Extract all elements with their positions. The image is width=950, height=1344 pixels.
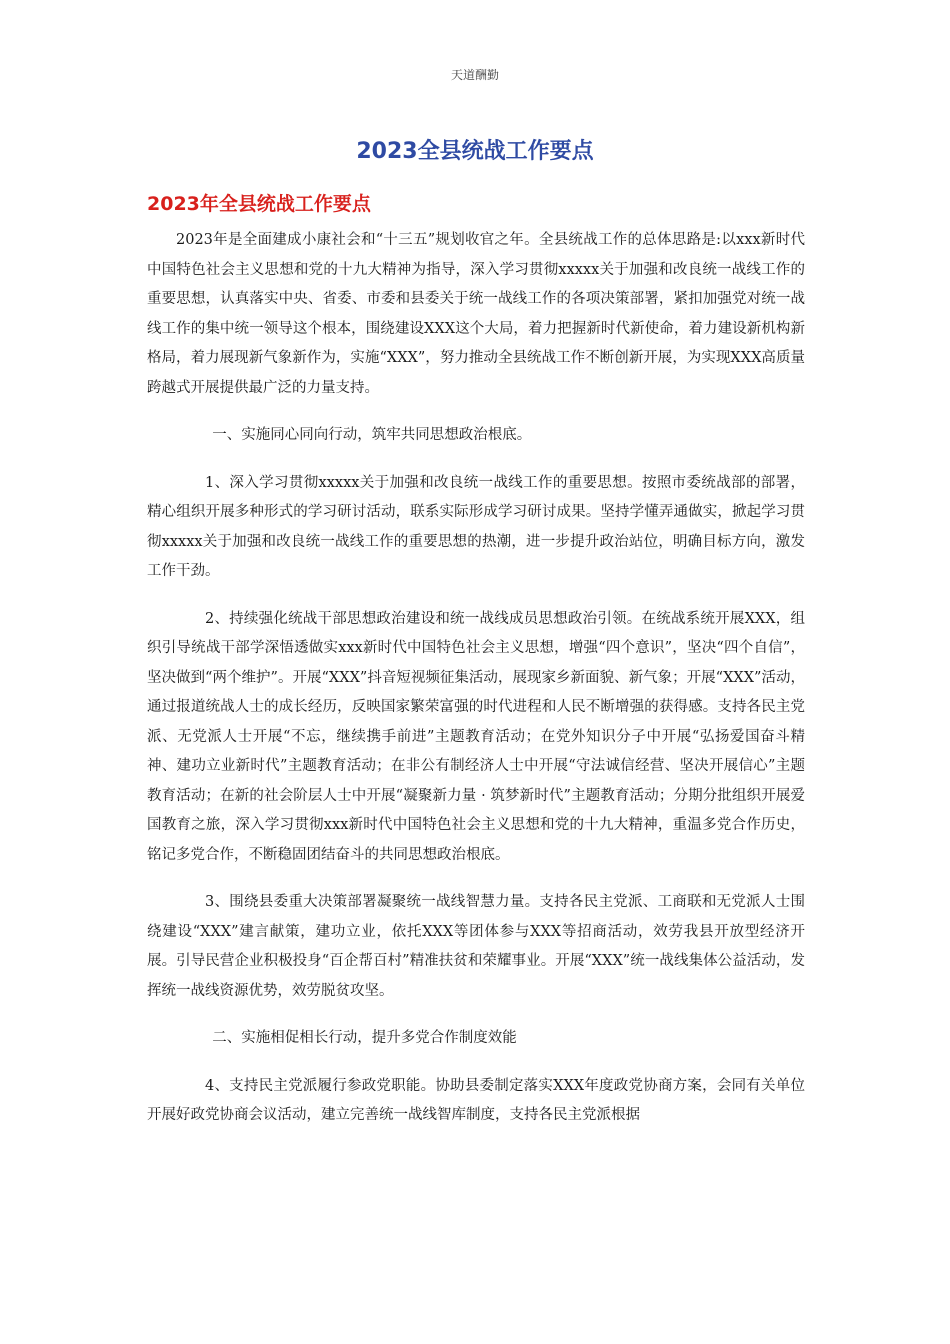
paragraph-item-1: 1、深入学习贯彻xxxxx关于加强和改良统一战线工作的重要思想。按照市委统战部的部署，精心组织开展多种形式的学习研讨活动，联系实际形成学习研讨成果。坚持学懂弄通做实，掀起学习贯彻xxxxx关于加强和改良统一战线工作的重要思想的热潮，进一步提升政治站位，明确目标方向，激发工作干劲。 (147, 474, 805, 579)
paragraph-intro: 2023年是全面建成小康社会和“十三五”规划收官之年。全县统战工作的总体思路是:以xxx新时代中国特色社会主义思想和党的十九大精神为指导，深入学习贯彻xxxxx关于加强和改良统一战线工作的重要思想，认真落实中央、省委、市委和县委关于统一战线工作的各项决策部署，紧扣加强党对统一战线工作的集中统一领导这个根本，围绕建设XXX这个大局，着力把握新时代新使命，着力建设新机构新格局，着力展现新气象新作为，实施“XXX”，努力推动全县统战工作不断创新开展，为实现XXX高质量跨越式开展提供最广泛的力量支持。 (147, 232, 805, 396)
document-title: 2023全县统战工作要点 (356, 139, 594, 164)
document-subtitle: 2023年全县统战工作要点 (147, 193, 371, 215)
paragraph-item-3: 3、围绕县委重大决策部署凝聚统一战线智慧力量。支持各民主党派、工商联和无党派人士围绕建设“XXX”建言献策，建功立业，依托XXX等团体参与XXX等招商活动，效劳我县开放型经济开展。引导民营企业积极投身“百企帮百村”精准扶贫和荣耀事业。开展“XXX”统一战线集体公益活动，发挥统一战线资源优势，效劳脱贫攻坚。 (147, 894, 805, 999)
paragraph-item-2: 2、持续强化统战干部思想政治建设和统一战线成员思想政治引领。在统战系统开展XXX，组织引导统战干部学深悟透做实xxx新时代中国特色社会主义思想，增强“四个意识”，坚决“四个自信”，坚决做到“两个维护”。开展“XXX”抖音短视频征集活动，展现家乡新面貌、新气象；开展“XXX”活动，通过报道统战人士的成长经历，反映国家繁荣富强的时代进程和人民不断增强的获得感。支持各民主党派、无党派人士开展“不忘，继续携手前进”主题教育活动；在党外知识分子中开展“弘扬爱国奋斗精神、建功立业新时代”主题教育活动；在非公有制经济人士中开展“守法诚信经营、坚决开展信心”主题教育活动；在新的社会阶层人士中开展“凝聚新力量 · 筑梦新时代”主题教育活动；分期分批组织开展爱国教育之旅，深入学习贯彻xxx新时代中国特色社会主义思想和党的十九大精神，重温多党合作历史，铭记多党合作，不断稳固团结奋斗的共同思想政治根底。 (147, 610, 805, 863)
section-heading-2: 二、实施相促相长行动，提升多党合作制度效能 (212, 1030, 517, 1046)
paragraph-item-4: 4、支持民主党派履行参政党职能。协助县委制定落实XXX年度政党协商方案，会同有关单位开展好政党协商会议活动，建立完善统一战线智库制度，支持各民主党派根据 (147, 1077, 805, 1123)
document-body (147, 226, 805, 1149)
page-header: 天道酬勤 (450, 68, 499, 82)
section-heading-1: 一、实施同心同向行动，筑牢共同思想政治根底。 (212, 427, 532, 443)
